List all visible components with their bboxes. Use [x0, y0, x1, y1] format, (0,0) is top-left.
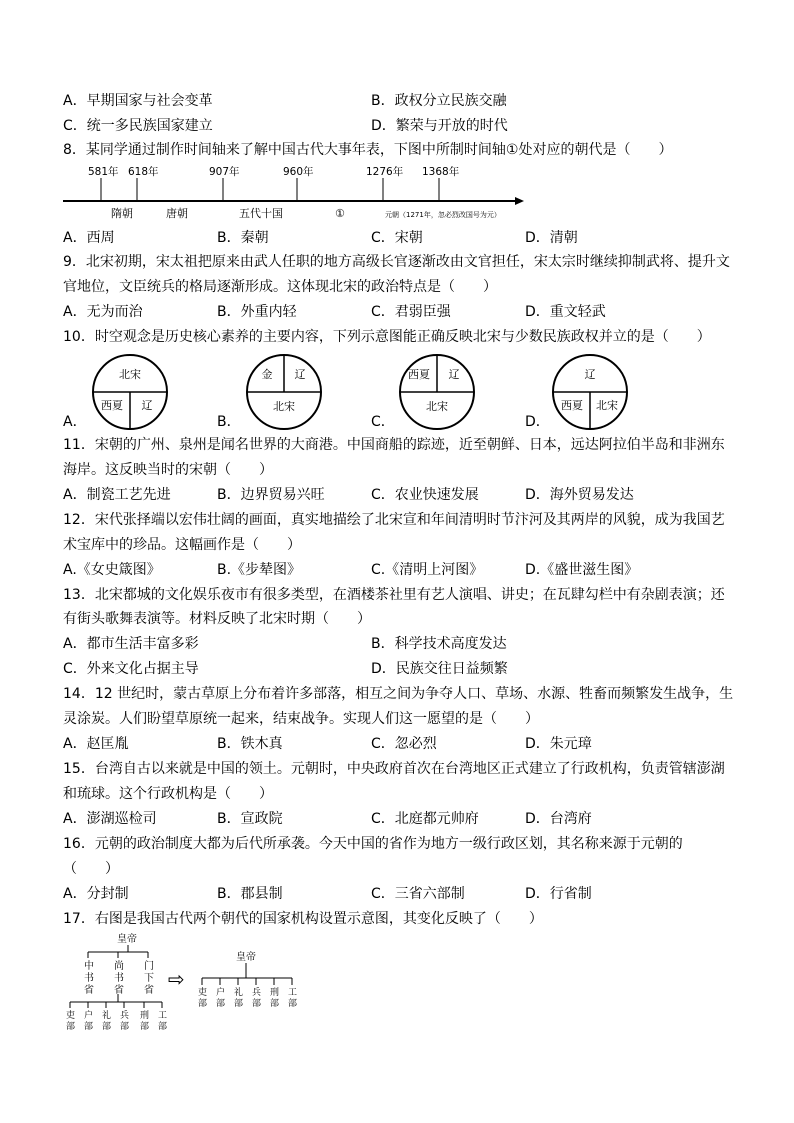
right-bu-label: 兵部 — [252, 988, 262, 1009]
year-960: 960年 — [283, 166, 314, 178]
year-907: 907年 — [209, 166, 240, 178]
q8-timeline — [63, 160, 525, 222]
q7-option-a: A．早期国家与社会变革 — [63, 93, 213, 109]
sheng-label: 中书省 — [84, 961, 94, 996]
q10-label-a: A． — [63, 414, 87, 430]
sheng-label: 门下省 — [144, 961, 154, 996]
q10-label-d: D． — [525, 414, 550, 430]
left-bu-label: 工部 — [158, 1011, 168, 1032]
q13-option-a: A．都市生活丰富多彩 — [63, 636, 199, 652]
map-diagram-d — [550, 352, 630, 432]
q10-stem: 10．时空观念是历史核心素养的主要内容，下列示意图能正确反映北宋与少数民族政权并立的是（ ） — [63, 329, 711, 345]
q14-stem-line1: 14．12 世纪时，蒙古草原上分布着许多部落，相互之间为争夺人口、草场、水源、牲畜而频繁发生战争，生 — [63, 686, 734, 702]
q10-label-c: C． — [371, 414, 395, 430]
institution-diagram — [60, 930, 310, 1038]
q12-option-c: C.《清明上河图》 — [371, 562, 484, 578]
era-yuan: 元朝（1271年，忽必烈改国号为元） — [385, 211, 501, 219]
q8-option-c: C．宋朝 — [371, 230, 423, 246]
q9-option-d: D．重文轻武 — [525, 304, 606, 320]
q13-stem-line2: 有街头歌舞表演等。材料反映了北宋时期（ ） — [63, 611, 371, 627]
q8-option-d: D．清朝 — [525, 230, 578, 246]
region-liao: 辽 — [448, 368, 460, 381]
year-1368: 1368年 — [422, 166, 460, 178]
map-diagram-b — [244, 352, 324, 432]
q12-stem-line1: 12．宋代张择端以宏伟壮阔的画面，真实地描绘了北宋宣和年间清明时节汴河及其两岸的风貌，成为我国艺 — [63, 512, 725, 528]
map-diagram-a — [90, 352, 170, 432]
q9-option-a: A．无为而治 — [63, 304, 143, 320]
left-bu-label: 兵部 — [120, 1011, 130, 1032]
right-bu-label: 工部 — [288, 988, 298, 1009]
q15-stem-line2: 和琉球。这个行政机构是（ ） — [63, 786, 273, 802]
q8-option-b: B．秦朝 — [217, 230, 269, 246]
era-sui: 隋朝 — [111, 207, 133, 220]
q13-option-b: B．科学技术高度发达 — [371, 636, 507, 652]
q16-option-d: D．行省制 — [525, 886, 592, 902]
q14-option-c: C．忽必烈 — [371, 736, 437, 752]
q7-option-d: D．繁荣与开放的时代 — [371, 118, 508, 134]
region-liao: 辽 — [294, 368, 306, 381]
region-jin: 金 — [261, 368, 273, 381]
left-emperor: 皇帝 — [117, 934, 137, 945]
q12-option-b: B.《步辇图》 — [217, 562, 302, 578]
q9-option-c: C．君弱臣强 — [371, 304, 451, 320]
q15-option-c: C．北庭都元帅府 — [371, 811, 479, 827]
q14-option-b: B．铁木真 — [217, 736, 283, 752]
region-liao: 辽 — [584, 368, 596, 381]
right-emperor: 皇帝 — [236, 952, 256, 963]
q7-option-c: C．统一多民族国家建立 — [63, 118, 213, 134]
region-xixia: 西夏 — [561, 399, 583, 412]
q11-option-a: A．制瓷工艺先进 — [63, 487, 171, 503]
era-wudai: 五代十国 — [239, 207, 283, 220]
right-bu-label: 刑部 — [270, 988, 280, 1009]
right-bu-label: 吏部 — [198, 988, 208, 1009]
map-diagram-c — [397, 352, 477, 432]
era-blank-1: ① — [335, 207, 345, 220]
q8-stem: 8．某同学通过制作时间轴来了解中国古代大事年表，下图中所制时间轴①处对应的朝代是（ ） — [63, 142, 673, 158]
year-1276: 1276年 — [366, 166, 404, 178]
right-bu-label: 户部 — [216, 988, 226, 1009]
q10-label-b: B． — [217, 414, 241, 430]
sheng-label: 尚书省 — [114, 961, 124, 996]
q11-stem-line2: 海岸。这反映当时的宋朝（ ） — [63, 462, 273, 478]
q9-option-b: B．外重内轻 — [217, 304, 297, 320]
left-bu-label: 礼部 — [102, 1011, 112, 1032]
year-581: 581年 — [88, 166, 119, 178]
q9-stem-line2: 官地位，文臣统兵的格局逐渐形成。这体现北宋的政治特点是（ ） — [63, 279, 497, 295]
q11-stem-line1: 11．宋朝的广州、泉州是闻名世界的大商港。中国商船的踪迹，近至朝鲜、日本，远达阿拉伯半岛和非洲东 — [63, 437, 725, 453]
q7-option-b: B．政权分立民族交融 — [371, 93, 507, 109]
q11-option-d: D．海外贸易发达 — [525, 487, 634, 503]
region-xixia: 西夏 — [101, 399, 123, 412]
q16-option-a: A．分封制 — [63, 886, 129, 902]
q15-stem-line1: 15．台湾自古以来就是中国的领土。元朝时，中央政府首次在台湾地区正式建立了行政机构，负责管辖澎湖 — [63, 761, 725, 777]
right-bu-label: 礼部 — [234, 988, 244, 1009]
q11-option-b: B．边界贸易兴旺 — [217, 487, 325, 503]
q15-option-a: A．澎湖巡检司 — [63, 811, 157, 827]
q17-stem: 17．右图是我国古代两个朝代的国家机构设置示意图，其变化反映了（ ） — [63, 911, 543, 927]
year-618: 618年 — [128, 166, 159, 178]
q15-option-b: B．宣政院 — [217, 811, 283, 827]
region-song: 北宋 — [596, 399, 618, 412]
q13-option-c: C．外来文化占据主导 — [63, 661, 199, 677]
q14-option-a: A．赵匡胤 — [63, 736, 129, 752]
q15-option-d: D．台湾府 — [525, 811, 592, 827]
region-song: 北宋 — [426, 400, 448, 413]
q16-stem-line2: （ ） — [63, 861, 119, 877]
region-xixia: 西夏 — [408, 368, 430, 381]
left-bu-label: 户部 — [84, 1011, 94, 1032]
q13-option-d: D．民族交往日益频繁 — [371, 661, 508, 677]
q16-stem-line1: 16．元朝的政治制度大都为后代所承袭。今天中国的省作为地方一级行政区划，其名称来源于元朝的 — [63, 836, 683, 852]
q14-stem-line2: 灵涂炭。人们盼望草原统一起来，结束战争。实现人们这一愿望的是（ ） — [63, 711, 539, 727]
q13-stem-line1: 13．北宋都城的文化娱乐夜市有很多类型，在酒楼茶社里有艺人演唱、讲史；在瓦肆勾栏中有杂剧表演；还 — [63, 587, 725, 603]
left-bu-label: 刑部 — [140, 1011, 150, 1032]
q14-option-d: D．朱元璋 — [525, 736, 592, 752]
q12-stem-line2: 术宝库中的珍品。这幅画作是（ ） — [63, 537, 301, 553]
era-tang: 唐朝 — [166, 207, 188, 220]
arrow-icon: ⇨ — [168, 967, 185, 991]
q11-option-c: C．农业快速发展 — [371, 487, 479, 503]
q8-option-a: A．西周 — [63, 230, 115, 246]
region-song: 北宋 — [273, 400, 295, 413]
q9-stem-line1: 9．北宋初期，宋太祖把原来由武人任职的地方高级长官逐渐改由文官担任，宋太宗时继续抑制武将、提升文 — [63, 254, 730, 270]
q12-option-d: D.《盛世滋生图》 — [525, 562, 639, 578]
region-song: 北宋 — [119, 368, 141, 381]
region-liao: 辽 — [141, 399, 153, 412]
q16-option-c: C．三省六部制 — [371, 886, 465, 902]
left-bu-label: 吏部 — [66, 1011, 76, 1032]
q12-option-a: A.《女史箴图》 — [63, 562, 161, 578]
q16-option-b: B．郡县制 — [217, 886, 283, 902]
